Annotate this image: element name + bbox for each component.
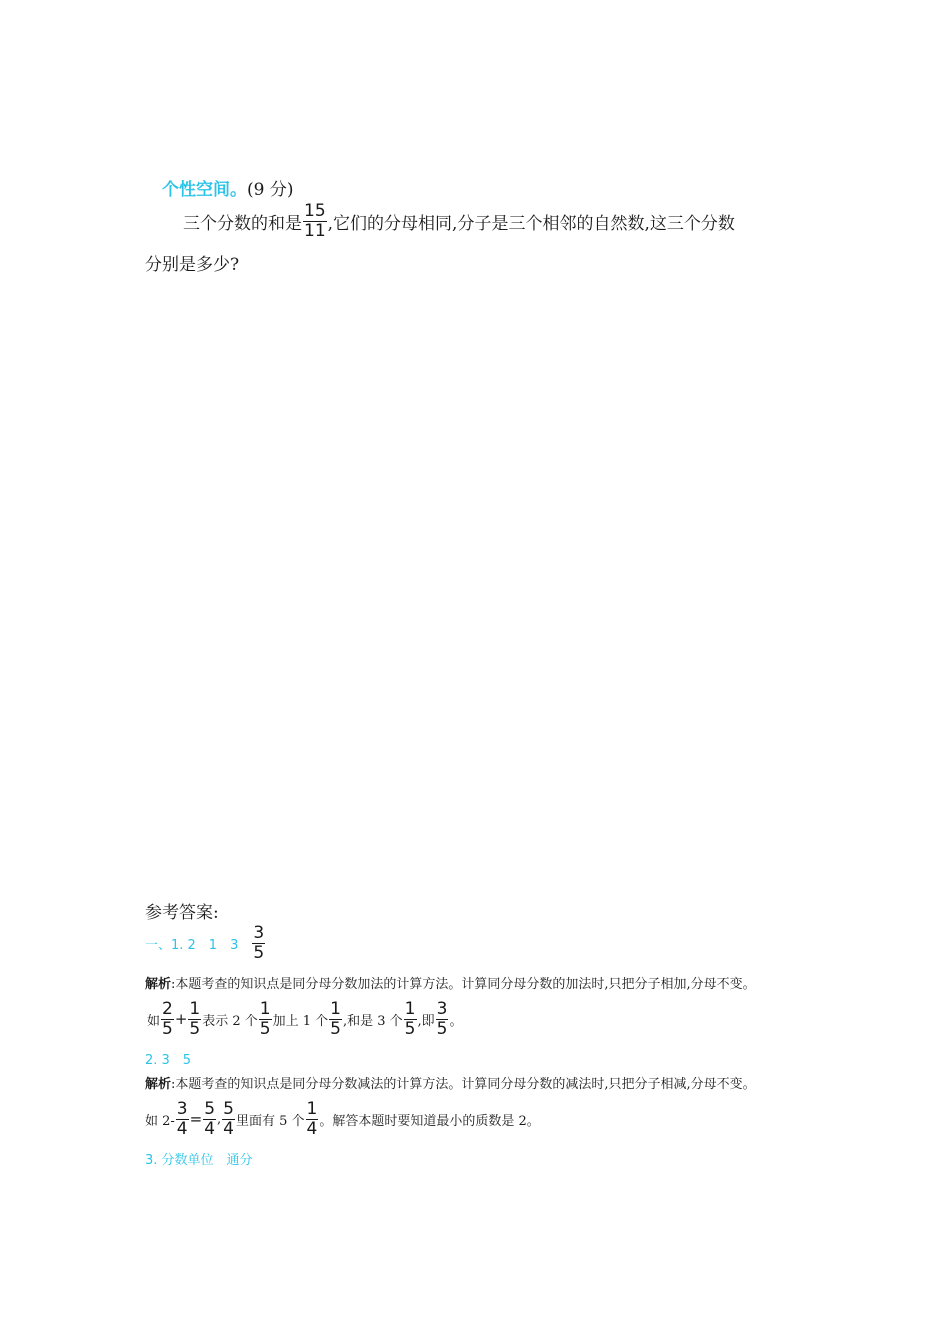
fraction (161, 998, 174, 1039)
example-text: ,和是 3 个 (343, 1013, 403, 1029)
fraction-numerator: 3 (253, 922, 265, 943)
fraction-denominator: 5 (189, 1018, 201, 1039)
equals-sign: = (189, 1110, 203, 1128)
analysis-label: 解析 (145, 1077, 172, 1092)
fraction-denominator: 4 (204, 1118, 216, 1139)
fraction-denominator: 5 (162, 1018, 173, 1039)
section-heading (162, 175, 293, 200)
fraction (436, 998, 449, 1039)
answer-1-label: 一、1. 2 1 3 (145, 937, 239, 953)
fraction-numerator: 1 (259, 998, 271, 1019)
example-prefix: 如 2- (145, 1113, 175, 1129)
example-text: ,即 (417, 1013, 435, 1029)
fraction (306, 1098, 319, 1139)
fraction-denominator: 5 (330, 1018, 341, 1039)
fraction-numerator: 1 (404, 998, 416, 1019)
fraction-denominator: 5 (436, 1018, 448, 1039)
fraction-numerator: 3 (436, 998, 448, 1019)
fraction (203, 1098, 216, 1139)
fraction (188, 998, 201, 1039)
fraction-denominator: 4 (176, 1118, 188, 1139)
example-2 (145, 1097, 540, 1141)
fraction-numerator: 1 (306, 1098, 318, 1119)
analysis-text: :本题考查的知识点是同分母分数减法的计算方法。计算同分母分数的减法时,只把分子相减,分母不变。 (171, 1077, 756, 1092)
example-text: 表示 2 个 (202, 1013, 258, 1029)
example-prefix: 如 (147, 1013, 161, 1029)
fraction (329, 998, 342, 1039)
example-text: 。解答本题时要知道最小的质数是 2。 (319, 1113, 540, 1129)
section-title: 个性空间。 (162, 180, 247, 200)
example-text: 。 (449, 1013, 463, 1029)
fraction (176, 1098, 189, 1139)
fraction (259, 998, 272, 1039)
fraction-numerator: 5 (223, 1098, 234, 1119)
fraction-numerator: 2 (162, 998, 173, 1019)
example-text: 加上 1 个 (272, 1013, 329, 1029)
question-line-1 (183, 200, 735, 242)
analysis-text: :本题考查的知识点是同分母分数加法的计算方法。计算同分母分数的加法时,只把分子相加,分母不变。 (171, 977, 756, 992)
answer-line-1 (145, 922, 266, 964)
question-line-2: 分别是多少? (145, 255, 240, 275)
fraction (404, 998, 417, 1039)
analysis-label: 解析 (145, 977, 172, 992)
analysis-1 (145, 973, 756, 992)
question-text-before: 三个分数的和是 (183, 213, 302, 234)
fraction-numerator: 1 (330, 998, 341, 1019)
answer-line-3: 3. 分数单位 通分 (145, 1153, 253, 1168)
analysis-2 (145, 1073, 756, 1092)
fraction-numerator: 3 (176, 1098, 188, 1119)
fraction-denominator: 11 (304, 220, 326, 241)
answers-title: 参考答案: (145, 903, 219, 923)
question-text-after: ,它们的分母相同,分子是三个相邻的自然数,这三个分数 (327, 213, 735, 234)
fraction-3-5 (252, 922, 265, 963)
example-text: 里面有 5 个 (236, 1113, 305, 1129)
fraction-numerator: 5 (204, 1098, 216, 1119)
fraction (222, 1098, 235, 1139)
fraction-numerator: 15 (304, 200, 326, 221)
fraction-15-11 (303, 200, 327, 241)
section-score: (9 分) (247, 180, 294, 200)
fraction-denominator: 5 (259, 1018, 271, 1039)
fraction-numerator: 1 (189, 998, 201, 1019)
fraction-denominator: 4 (306, 1118, 318, 1139)
example-1 (147, 997, 462, 1041)
plus-sign: + (174, 1010, 188, 1028)
fraction-denominator: 5 (253, 942, 265, 963)
fraction-denominator: 4 (223, 1118, 234, 1139)
comma: , (217, 1111, 222, 1127)
fraction-denominator: 5 (404, 1018, 416, 1039)
answer-line-2: 2. 3 5 (145, 1053, 192, 1068)
